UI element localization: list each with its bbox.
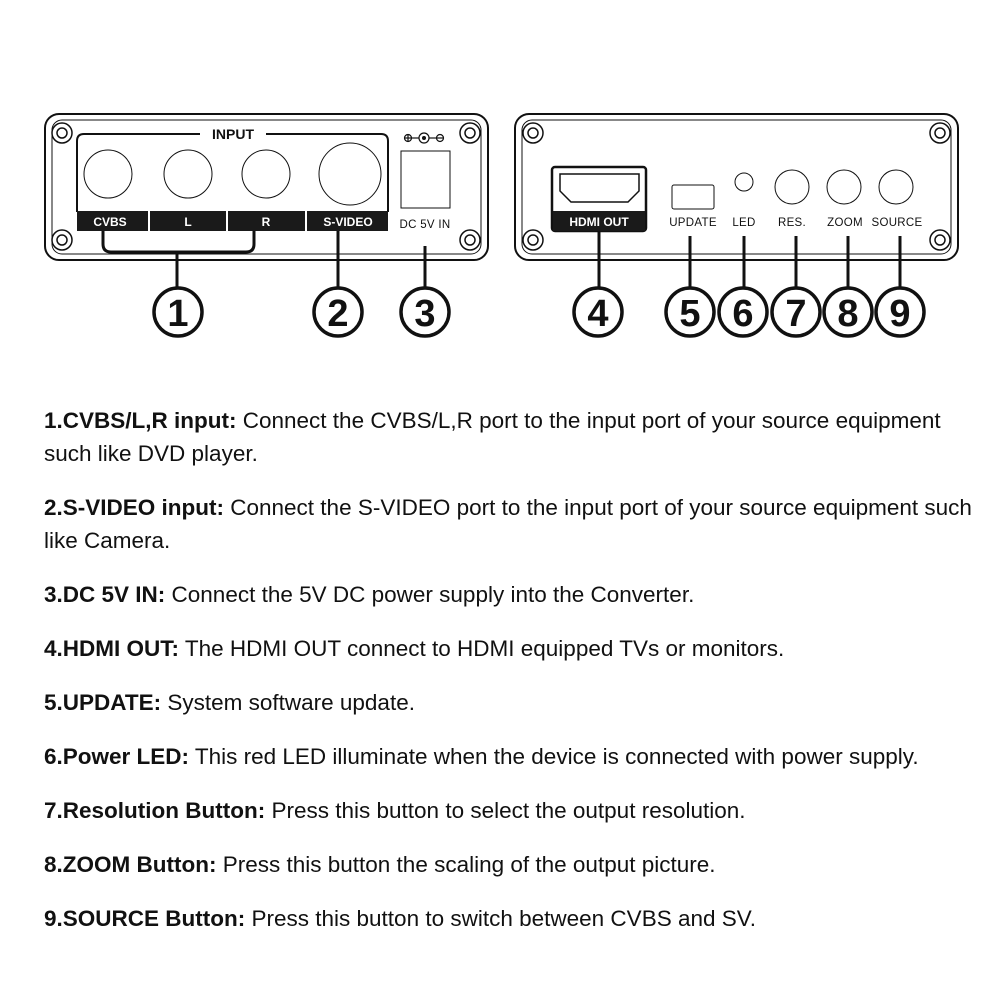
audio-l-jack — [164, 150, 212, 198]
callout-5 — [666, 288, 714, 336]
callout-number: 3 — [414, 293, 436, 335]
resolution-button — [775, 170, 809, 204]
power-led — [735, 173, 753, 191]
callout-8 — [824, 288, 872, 336]
description-item — [44, 794, 989, 827]
description-title: 4.HDMI OUT: — [44, 636, 179, 661]
description-text: Press this button to switch between CVBS and SV. — [245, 906, 756, 931]
callout-number: 7 — [785, 293, 807, 335]
dc-power-label: DC 5V IN — [399, 219, 451, 231]
description-item — [44, 578, 989, 611]
description-title: 3.DC 5V IN: — [44, 582, 166, 607]
callout-1 — [154, 288, 202, 336]
callout-4 — [574, 288, 622, 336]
callout-3 — [401, 288, 449, 336]
hdmi-port-icon — [560, 174, 639, 202]
description-item — [44, 848, 989, 881]
description-item — [44, 404, 989, 470]
res-label: RES. — [777, 217, 807, 229]
hdmi-out-label: HDMI OUT — [569, 215, 629, 229]
description-title: 8.ZOOM Button: — [44, 852, 217, 877]
description-item — [44, 632, 989, 665]
dc-power-jack — [401, 151, 450, 208]
s-video-jack — [319, 143, 381, 205]
connection-diagram — [0, 0, 1000, 380]
description-item — [44, 740, 989, 773]
callout-2 — [314, 288, 362, 336]
description-text: Press this button to select the output resolution. — [265, 798, 746, 823]
description-text: This red LED illuminate when the device is connected with power supply. — [189, 744, 919, 769]
description-list — [44, 404, 989, 956]
input-section-label: INPUT — [212, 126, 254, 142]
callout-number: 6 — [732, 293, 754, 335]
callout-7 — [772, 288, 820, 336]
update-port — [672, 185, 714, 209]
callout-number: 9 — [889, 293, 911, 335]
update-label: UPDATE — [669, 217, 717, 229]
description-text: Connect the 5V DC power supply into the Converter. — [165, 582, 695, 607]
led-label: LED — [732, 217, 756, 229]
description-item — [44, 686, 989, 719]
zoom-button — [827, 170, 861, 204]
audio-r-jack — [242, 150, 290, 198]
description-text: Connect the S-VIDEO port to the input port of your source equipment such like Camera. — [44, 495, 972, 553]
callout-number: 2 — [327, 293, 349, 335]
cvbs-jack — [84, 150, 132, 198]
description-text: Press this button the scaling of the output picture. — [216, 852, 716, 877]
cvbs-label: CVBS — [93, 215, 127, 229]
audio-l-label: L — [184, 215, 192, 229]
front-panel — [45, 114, 488, 290]
callout-6 — [719, 288, 767, 336]
description-text: The HDMI OUT connect to HDMI equipped TVs or monitors. — [179, 636, 785, 661]
s-video-label: S-VIDEO — [323, 215, 373, 229]
description-title: 9.SOURCE Button: — [44, 906, 246, 931]
back-panel — [515, 114, 958, 290]
audio-r-label: R — [261, 215, 271, 229]
description-item — [44, 491, 989, 557]
callout-number: 5 — [679, 293, 701, 335]
callout-number: 8 — [837, 293, 859, 335]
source-button — [879, 170, 913, 204]
description-title: 2.S-VIDEO input: — [44, 495, 224, 520]
description-text: Connect the CVBS/L,R port to the input port of your source equipment such like DVD player. — [44, 408, 941, 466]
callout-number: 4 — [587, 293, 609, 335]
description-title: 7.Resolution Button: — [44, 798, 266, 823]
callout-number: 1 — [167, 293, 189, 335]
description-item — [44, 902, 989, 935]
source-label: SOURCE — [871, 217, 923, 229]
description-text: System software update. — [161, 690, 415, 715]
description-title: 5.UPDATE: — [44, 690, 162, 715]
callout-9 — [876, 288, 924, 336]
description-title: 1.CVBS/L,R input: — [44, 408, 237, 433]
zoom-label: ZOOM — [827, 217, 863, 229]
description-title: 6.Power LED: — [44, 744, 190, 769]
